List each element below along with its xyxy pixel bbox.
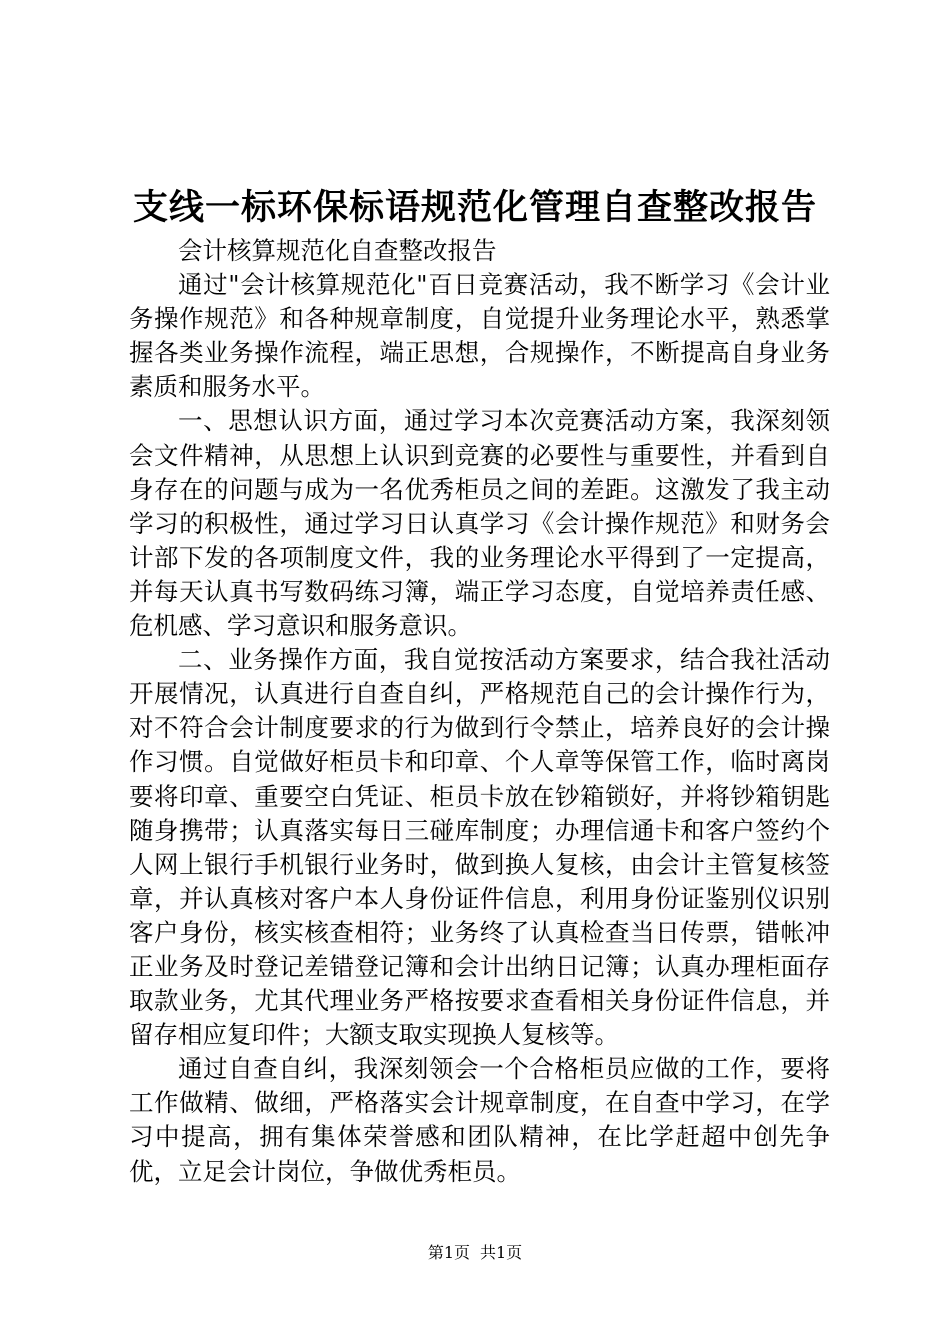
section-one-paragraph: 一、思想认识方面，通过学习本次竞赛活动方案，我深刻领会文件精神，从思想上认识到竞赛的必要性与重要性，并看到自身存在的问题与成为一名优秀柜员之间的差距。这激发了我主动学习的积极性，通过学习日认真学习《会计操作规范》和财务会计部下发的各项制度文件，我的业务理论水平得到了一定提高，并每天认真书写数码练习簿，端正学习态度，自觉培养责任感、危机感、学习意识和服务意识。 bbox=[129, 406, 830, 641]
page-number: 第1页 bbox=[427, 1243, 470, 1262]
intro-paragraph: 通过"会计核算规范化"百日竞赛活动，我不断学习《会计业务操作规范》和各种规章制度，自觉提升业务理论水平，熟悉掌握各类业务操作流程，端正思想，合规操作，不断提高自身业务素质和服务水平。 bbox=[129, 270, 830, 402]
page-footer bbox=[0, 1243, 950, 1263]
section-two-paragraph: 二、业务操作方面，我自觉按活动方案要求，结合我社活动开展情况，认真进行自查自纠，严格规范自己的会计操作行为，对不符合会计制度要求的行为做到行令禁止，培养良好的会计操作习惯。自觉做好柜员卡和印章、个人章等保管工作，临时离岗要将印章、重要空白凭证、柜员卡放在钞箱锁好，并将钞箱钥匙随身携带；认真落实每日三碰库制度；办理信通卡和客户签约个人网上银行手机银行业务时，做到换人复核，由会计主管复核签章，并认真核对客户本人身份证件信息，利用身份证鉴别仪识别客户身份，核实核查相符；业务终了认真检查当日传票，错帐冲正业务及时登记差错登记簿和会计出纳日记簿；认真办理柜面存取款业务，尤其代理业务严格按要求查看相关身份证件信息，并留存相应复印件；大额支取实现换人复核等。 bbox=[129, 645, 830, 1050]
document-title: 支线一标环保标语规范化管理自查整改报告 bbox=[132, 188, 817, 228]
subtitle-paragraph: 会计核算规范化自查整改报告 bbox=[178, 236, 497, 265]
conclusion-paragraph: 通过自查自纠，我深刻领会一个合格柜员应做的工作，要将工作做精、做细，严格落实会计规章制度，在自查中学习，在学习中提高，拥有集体荣誉感和团队精神，在比学赶超中创先争优，立足会计岗位，争做优秀柜员。 bbox=[129, 1054, 830, 1186]
document-body bbox=[129, 234, 830, 1189]
total-pages: 共1页 bbox=[480, 1243, 523, 1262]
